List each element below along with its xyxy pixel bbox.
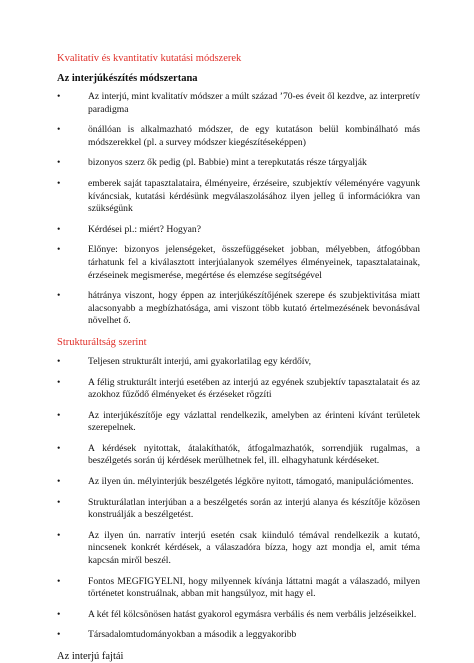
- bullet-item: [57, 244, 420, 282]
- bullet-icon: •: [57, 629, 61, 641]
- bullet-icon: •: [57, 442, 61, 454]
- subheading-interview-methodology: Az interjúkészítés módszertana: [57, 73, 198, 84]
- bullet-text: Az interjú, mint kvalitatív módszer a múlt század ’70-es éveit ől kezdve, az interpretív paradigma: [88, 91, 420, 115]
- bullet-item: [57, 476, 420, 489]
- bullet-text: Az interjúkészítője egy vázlattal rendelkezik, amelyben az érinteni kívánt területek szerepelnek.: [88, 409, 420, 434]
- bullet-icon: •: [57, 608, 61, 620]
- bullet-text: Társadalomtudományokban a második a leggyakoribb: [88, 629, 297, 641]
- bullet-icon: •: [57, 223, 61, 235]
- bullet-item: [57, 356, 420, 369]
- section-heading-structure: Strukturáltság szerint: [57, 336, 147, 348]
- bullet-item: [57, 91, 420, 116]
- bullet-item: [57, 576, 420, 601]
- bullet-text: Az ilyen ún. narratív interjú esetén csak kiinduló témával rendelkezik a kutató, nincsenek konkrét kérdések, a válaszadóra bízza, hogy azt mondja el, amit téma kapcsán miről beszél.: [88, 529, 420, 567]
- bullet-icon: •: [57, 290, 61, 302]
- bullet-item: [57, 377, 420, 402]
- bullet-text: Az ilyen ún. mélyinterjúk beszélgetés légköre nyitott, támogató, manipulációmentes.: [88, 476, 414, 488]
- bullet-text: Strukturálatlan interjúban a a beszélgetés során az interjú alanya és készítője közösen konstruálják a beszélgetést.: [88, 496, 420, 521]
- bullet-text: A kérdések nyitottak, átalakíthatók, átfogalmazhatók, sorrendjük rugalmas, a beszélgetés során új kérdések merülhetnek fel, ill. elhagyhatunk kérdéseket.: [88, 442, 420, 467]
- bullet-item: [57, 124, 420, 149]
- bullet-text: A két fél kölcsönösen hatást gyakorol egymásra verbális és nem verbális jelzéseikkel.: [88, 608, 417, 620]
- bullet-text: Fontos MEGFIGYELNI, hogy milyennek kívánja láttatni magát a válaszadó, milyen történetet konstruálnak, abban mit hangsúlyoz, mit hagy el.: [88, 575, 420, 600]
- bullet-icon: •: [57, 91, 61, 102]
- bullet-text: Előnye: bizonyos jelenségeket, összefüggéseket jobban, mélyebben, átfogóbban tárhatunk fel a kiválasztott interjúalanyok személyes élményeinek, tapasztalatainak, érzéseinek megismerése, megértése és elemzése segítségével: [88, 244, 420, 281]
- bullet-item: [57, 224, 420, 237]
- bullet-icon: •: [57, 177, 61, 189]
- bullet-item: [57, 157, 420, 170]
- bullet-icon: •: [57, 244, 61, 256]
- bullet-icon: •: [57, 496, 61, 508]
- bullet-text: A félig strukturált interjú esetében az interjú az egyének szubjektív tapasztalatait és az azokhoz fűződő élményeket és érzéseket rögzíti: [88, 376, 420, 401]
- bullet-item: [57, 497, 420, 522]
- section-heading-interview-types: Az interjú fajtái: [57, 651, 124, 662]
- bullet-text: emberek saját tapasztalataira, élményeire, érzéseire, szubjektív véleményére vagyunk kíváncsiak, kutatási kérdésünk megválaszolásához ilyen jelleg ű információkra van szükségünk: [88, 177, 420, 215]
- bullet-text: önállóan is alkalmazható módszer, de egy kutatáson belül kombinálható más módszerekkel (pl. a survey módszer kiegészítéseképpen): [88, 124, 420, 148]
- bullet-item: [57, 629, 420, 642]
- bullet-icon: •: [57, 575, 61, 587]
- bullet-item: [57, 443, 420, 468]
- bullet-icon: •: [57, 476, 61, 488]
- bullet-icon: •: [57, 355, 61, 367]
- bullet-item: [57, 290, 420, 328]
- bullet-item: [57, 178, 420, 216]
- section-heading-methods: Kvalitatív és kvantitatív kutatási módszerek: [57, 53, 242, 64]
- bullet-icon: •: [57, 529, 61, 541]
- bullet-item: [57, 609, 420, 622]
- bullet-icon: •: [57, 124, 61, 136]
- bullet-text: Kérdései pl.: miért? Hogyan?: [88, 223, 201, 235]
- bullet-item: [57, 530, 420, 568]
- bullet-icon: •: [57, 376, 61, 388]
- bullet-item: [57, 410, 420, 435]
- bullet-icon: •: [57, 157, 61, 169]
- bullet-text: hátránya viszont, hogy éppen az interjúkészítőjének szerepe és szubjektivitása miatt alacsonyabb a megbízhatósága, ami viszont több kutató értelmezésének bevonásával növelhet ő.: [88, 290, 420, 327]
- bullet-text: bizonyos szerz ők pedig (pl. Babbie) mint a terepkutatás része tárgyalják: [88, 157, 367, 169]
- bullet-icon: •: [57, 409, 61, 421]
- bullet-text: Teljesen strukturált interjú, ami gyakorlatilag egy kérdőív,: [88, 355, 312, 367]
